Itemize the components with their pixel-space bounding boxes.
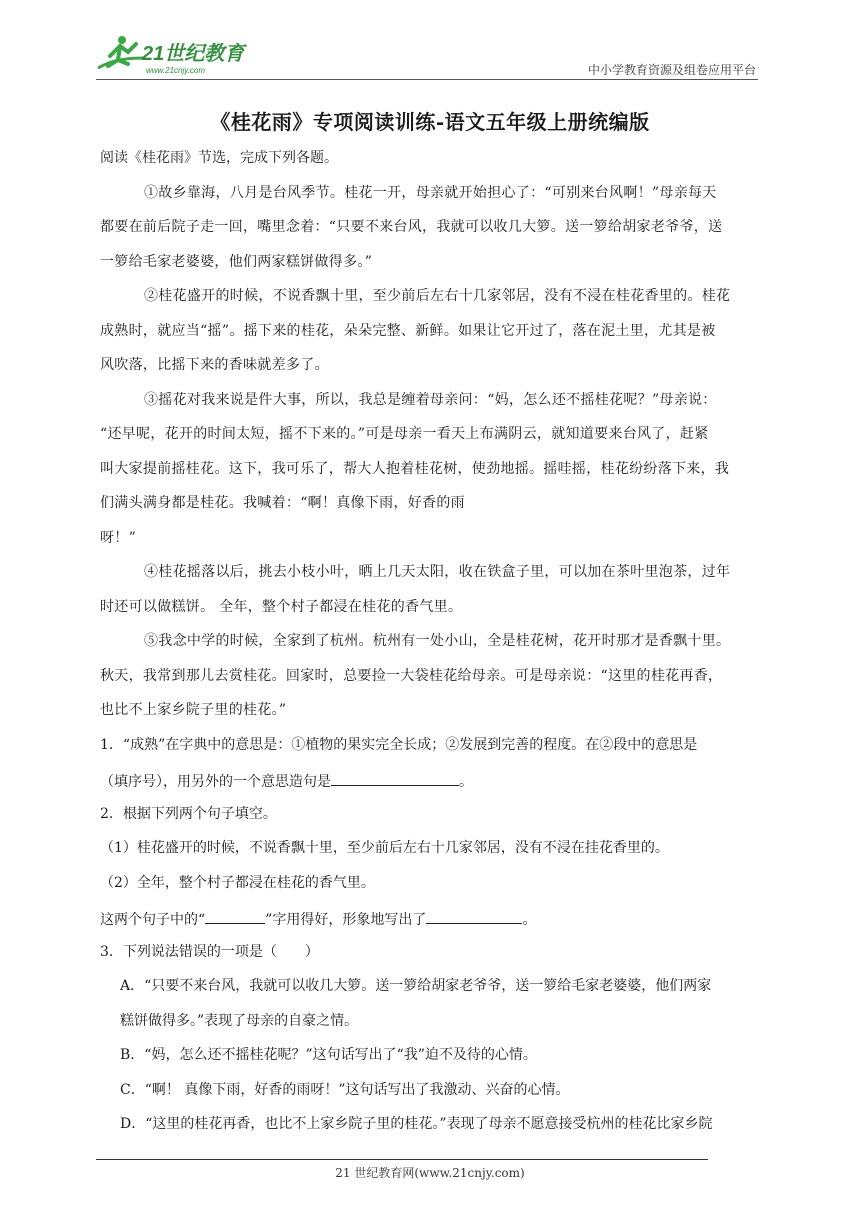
passage-line: 们满头满身都是桂花。我喊着：“啊！真像下雨，好香的雨 (100, 495, 465, 511)
question-2-sentence-2: （2）全年，整个村子都浸在桂花的香气里。 (100, 874, 375, 891)
passage-line: ③摇花对我来说是件大事，所以，我总是缠着母亲问：“妈，怎么还不摇桂花呢？”母亲说： (144, 391, 717, 408)
passage-line: 风吹落，比摇下来的香味就差多了。 (100, 357, 329, 373)
header-divider (96, 79, 758, 80)
question-2-sentence-1: （1）桂花盛开的时候，不说香飘十里，至少前后左右十几家邻居，没有不浸在挂花香里的。 (100, 840, 669, 856)
question-2-text-c: 。 (522, 912, 537, 928)
question-2-fill (100, 907, 762, 942)
option-d[interactable]: D．“这里的桂花再香，也比不上家乡院子里的桂花。”表现了母亲不愿意接受杭州的桂花比家乡院 (120, 1116, 713, 1132)
answer-blank[interactable] (426, 907, 522, 924)
passage-line: 一箩给毛家老婆婆，他们两家糕饼做得多。” (100, 253, 373, 270)
intro-text: 阅读《桂花雨》节选，完成下列各题。 (100, 150, 338, 166)
platform-name: 中小学教育资源及组卷应用平台 (587, 63, 756, 77)
option-a[interactable]: A．“只要不来台风，我就可以收几大箩。送一箩给胡家老爷爷，送一箩给毛家老婆婆，他们两家 (120, 978, 712, 994)
page-footer: 21 世纪教育网(www.21cnjy.com) (335, 1166, 525, 1180)
question-2-stem: 2．根据下列两个句子填空。 (100, 805, 277, 822)
passage-line: “还早呢，花开的时间太短，摇不下来的。”可是母亲一看天上布满阴云，就知道要来台风了，赶紧 (100, 426, 709, 442)
passage-line: 时还可以做糕饼。 全年，整个村子都浸在桂花的香气里。 (100, 598, 463, 615)
passage-line: ⑤我念中学的时候，全家到了杭州。杭州有一处小山，全是桂花树，花开时那才是香飘十里。 (144, 633, 731, 649)
question-2-text-b: ”字用得好，形象地写出了 (265, 912, 427, 928)
option-b[interactable]: B．“妈，怎么还不摇桂花呢？”这句话写出了“我”迫不及待的心情。 (120, 1047, 537, 1063)
option-c[interactable]: C．“啊！ 真像下雨，好香的雨呀！”这句话写出了我激动、兴奋的心情。 (120, 1081, 570, 1098)
answer-blank[interactable] (205, 907, 265, 924)
passage-line: ②桂花盛开的时候，不说香飘十里，至少前后左右十几家邻居，没有不浸在桂花香里的。桂花 (144, 288, 731, 304)
document-title: 《桂花雨》专项阅读训练-语文五年级上册统编版 (210, 110, 650, 134)
question-3-stem: 3．下列说法错误的一项是（ ） (100, 943, 319, 960)
passage-line: 都要在前后院子走一回，嘴里念着：“只要不来台风，我就可以收几大箩。送一箩给胡家老爷爷，送 (100, 219, 723, 235)
passage-paragraph-4 (100, 562, 762, 631)
passage-line: 叫大家提前摇桂花。这下，我可乐了，帮大人抱着桂花树，使劲地摇。摇哇摇，桂花纷纷落下来，我 (100, 460, 730, 477)
runner-logo-icon (92, 34, 262, 78)
passage-line: ④桂花摇落以后，挑去小枝小叶，晒上几天太阳，收在铁盒子里，可以加在茶叶里泡茶，过年 (144, 564, 731, 580)
passage-line: 也比不上家乡院子里的桂花。” (100, 702, 287, 718)
question-1-fill (100, 769, 762, 804)
question-1-text: （填序号），用另外的一个意思造句是 (100, 774, 331, 790)
svg-text:21世纪教育: 21世纪教育 (142, 43, 245, 65)
passage-paragraph-3 (100, 390, 762, 563)
answer-blank[interactable] (331, 769, 459, 786)
document-body (100, 148, 762, 1149)
passage-paragraph-2 (100, 286, 762, 390)
footer-divider (96, 1159, 708, 1160)
logo (92, 34, 262, 78)
passage-line: 成熟时，就应当“摇”。摇下来的桂花，朵朵完整、新鲜。如果让它开过了，落在泥土里，尤其是被 (100, 322, 716, 339)
passage-line: 秋天，我常到那儿去赏桂花。回家时，总要捡一大袋桂花给母亲。可是母亲说：“这里的桂花再香， (100, 667, 723, 684)
option-a-continued: 糕饼做得多。”表现了母亲的自豪之情。 (120, 1012, 359, 1029)
page-header (0, 0, 860, 82)
svg-text:www.21cnjy.com: www.21cnjy.com (146, 66, 205, 75)
passage-line: ①故乡靠海，八月是台风季节。桂花一开，母亲就开始担心了：“可别来台风啊！”母亲每天 (144, 184, 717, 201)
question-2-text-a: 这两个句子中的“ (100, 912, 206, 928)
question-1-end: 。 (459, 774, 473, 790)
passage-line: 呀！” (100, 529, 137, 546)
passage-paragraph-1 (100, 183, 762, 287)
passage-paragraph-5 (100, 631, 762, 735)
question-1-stem: 1．“成熟”在字典中的意思是：①植物的果实完全长成；②发展到完善的程度。在②段中的意思是 (100, 736, 698, 753)
